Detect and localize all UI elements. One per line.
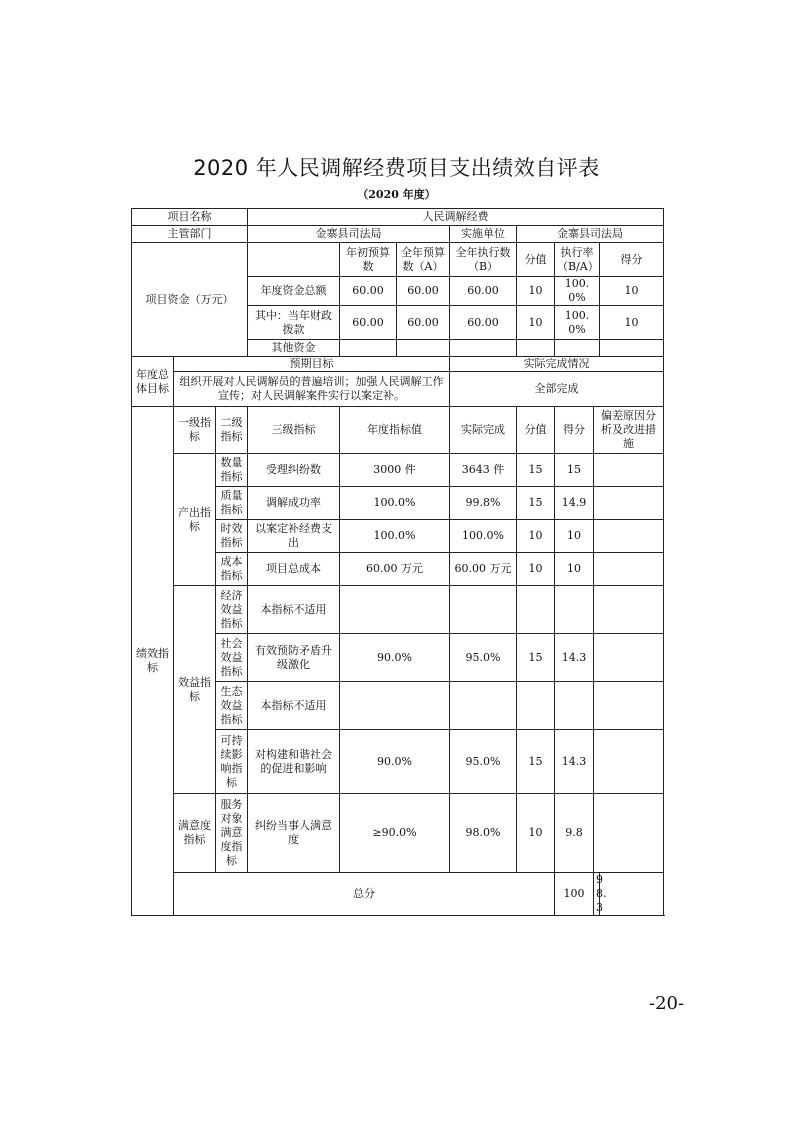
table-row — [132, 226, 664, 243]
table-row — [132, 586, 664, 634]
l3-cell: 本指标不适用 — [248, 586, 340, 634]
funds-rate — [555, 340, 600, 357]
page-subtitle: （2020 年度） — [357, 188, 436, 201]
funds-initial: 60.00 — [340, 277, 397, 306]
score-cell: 10 — [517, 794, 555, 873]
reason-cell — [594, 520, 664, 553]
funds-col-got: 得分 — [600, 243, 664, 277]
got-cell: 10 — [555, 520, 594, 553]
funds-full: 60.00 — [397, 306, 450, 340]
reason-cell — [594, 634, 664, 682]
goal-label: 年度总体目标 — [132, 357, 174, 407]
target-cell: 90.0% — [340, 634, 450, 682]
col-actual: 实际完成 — [450, 407, 517, 454]
col-l3: 三级指标 — [248, 407, 340, 454]
funds-label: 项目资金（万元） — [132, 243, 248, 357]
target-cell: 3000 件 — [340, 454, 450, 487]
total-label: 总分 — [174, 873, 555, 916]
funds-score: 10 — [517, 277, 555, 306]
goal-actual: 全部完成 — [450, 372, 664, 407]
l2-cell: 可持续影响指标 — [216, 730, 248, 794]
col-got: 得分 — [555, 407, 594, 454]
funds-got: 10 — [600, 306, 664, 340]
actual-cell: 95.0% — [450, 634, 517, 682]
score-cell — [517, 586, 555, 634]
got-cell — [555, 586, 594, 634]
dept-label: 主管部门 — [132, 226, 248, 243]
score-cell — [517, 682, 555, 730]
reason-cell — [594, 553, 664, 586]
impl-label: 实施单位 — [450, 226, 517, 243]
funds-exec: 60.00 — [450, 306, 517, 340]
table-row — [132, 454, 664, 487]
funds-initial — [340, 340, 397, 357]
score-cell: 15 — [517, 487, 555, 520]
funds-got: 10 — [600, 277, 664, 306]
dept-value: 金寨县司法局 — [248, 226, 450, 243]
funds-blank-header — [248, 243, 340, 277]
score-cell: 15 — [517, 454, 555, 487]
total-got: 98.3 — [594, 873, 600, 916]
got-cell — [555, 682, 594, 730]
goal-actual-label: 实际完成情况 — [450, 357, 664, 372]
table-row — [132, 407, 664, 454]
l3-cell: 受理纠纷数 — [248, 454, 340, 487]
funds-col-exec: 全年执行数（B） — [450, 243, 517, 277]
funds-col-full: 全年预算数（A） — [397, 243, 450, 277]
goal-expected: 组织开展对人民调解员的普遍培训；加强人民调解工作宣传；对人民调解案件实行以案定补。 — [174, 372, 450, 407]
l3-cell: 本指标不适用 — [248, 682, 340, 730]
col-score: 分值 — [517, 407, 555, 454]
actual-cell: 98.0% — [450, 794, 517, 873]
target-cell: 100.0% — [340, 487, 450, 520]
funds-exec: 60.00 — [450, 277, 517, 306]
score-cell: 10 — [517, 520, 555, 553]
l2-cell: 质量指标 — [216, 487, 248, 520]
score-cell: 15 — [517, 634, 555, 682]
l1-satisfaction: 满意度指标 — [174, 794, 216, 873]
funds-score: 10 — [517, 306, 555, 340]
actual-cell: 3643 件 — [450, 454, 517, 487]
page-number: -20- — [649, 993, 685, 1014]
table-row — [132, 209, 664, 226]
target-cell — [340, 682, 450, 730]
l3-cell: 有效预防矛盾升级激化 — [248, 634, 340, 682]
funds-col-initial: 年初预算数 — [340, 243, 397, 277]
got-cell: 9.8 — [555, 794, 594, 873]
reason-cell — [594, 682, 664, 730]
funds-full: 60.00 — [397, 277, 450, 306]
got-cell: 14.3 — [555, 730, 594, 794]
score-cell: 15 — [517, 730, 555, 794]
l3-cell: 调解成功率 — [248, 487, 340, 520]
l1-benefit: 效益指标 — [174, 586, 216, 794]
actual-cell — [450, 586, 517, 634]
l2-cell: 时效指标 — [216, 520, 248, 553]
actual-cell: 99.8% — [450, 487, 517, 520]
target-cell: ≥90.0% — [340, 794, 450, 873]
funds-rate: 100.0% — [555, 306, 600, 340]
target-cell: 60.00 万元 — [340, 553, 450, 586]
actual-cell: 100.0% — [450, 520, 517, 553]
table-row — [132, 372, 664, 407]
actual-cell — [450, 682, 517, 730]
goal-expected-label: 预期目标 — [174, 357, 450, 372]
l2-cell: 社会效益指标 — [216, 634, 248, 682]
l2-cell: 成本指标 — [216, 553, 248, 586]
l3-cell: 对构建和谐社会的促进和影响 — [248, 730, 340, 794]
reason-cell — [594, 454, 664, 487]
col-target: 年度指标值 — [340, 407, 450, 454]
l2-cell: 经济效益指标 — [216, 586, 248, 634]
funds-row-label: 其中：当年财政拨款 — [248, 306, 340, 340]
target-cell — [340, 586, 450, 634]
col-l2: 二级指标 — [216, 407, 248, 454]
page-title: 2020 年人民调解经费项目支出绩效自评表 — [193, 156, 600, 180]
table-row — [132, 243, 664, 277]
funds-row-label: 年度资金总额 — [248, 277, 340, 306]
project-name-value: 人民调解经费 — [248, 209, 664, 226]
funds-score — [517, 340, 555, 357]
impl-value: 金寨县司法局 — [517, 226, 664, 243]
funds-full — [397, 340, 450, 357]
col-reason: 偏差原因分析及改进措施 — [594, 407, 664, 454]
funds-rate: 100.0% — [555, 277, 600, 306]
l2-cell: 服务对象满意度指标 — [216, 794, 248, 873]
target-cell: 90.0% — [340, 730, 450, 794]
actual-cell: 95.0% — [450, 730, 517, 794]
got-cell: 15 — [555, 454, 594, 487]
l2-cell: 生态效益指标 — [216, 682, 248, 730]
got-cell: 14.3 — [555, 634, 594, 682]
total-reason — [600, 873, 664, 916]
funds-col-score: 分值 — [517, 243, 555, 277]
score-cell: 10 — [517, 553, 555, 586]
reason-cell — [594, 794, 664, 873]
l1-output: 产出指标 — [174, 454, 216, 586]
target-cell: 100.0% — [340, 520, 450, 553]
project-name-label: 项目名称 — [132, 209, 248, 226]
funds-col-rate: 执行率（B/A） — [555, 243, 600, 277]
reason-cell — [594, 586, 664, 634]
col-l1: 一级指标 — [174, 407, 216, 454]
l3-cell: 纠纷当事人满意度 — [248, 794, 340, 873]
table-row — [132, 357, 664, 372]
funds-got — [600, 340, 664, 357]
indicators-label: 绩效指标 — [132, 407, 174, 916]
got-cell: 14.9 — [555, 487, 594, 520]
evaluation-table — [131, 208, 664, 916]
total-score: 100 — [555, 873, 594, 916]
reason-cell — [594, 730, 664, 794]
l2-cell: 数量指标 — [216, 454, 248, 487]
l3-cell: 项目总成本 — [248, 553, 340, 586]
funds-row-label: 其他资金 — [248, 340, 340, 357]
table-row — [132, 794, 664, 873]
actual-cell: 60.00 万元 — [450, 553, 517, 586]
funds-exec — [450, 340, 517, 357]
got-cell: 10 — [555, 553, 594, 586]
funds-initial: 60.00 — [340, 306, 397, 340]
l3-cell: 以案定补经费支出 — [248, 520, 340, 553]
table-row — [132, 873, 664, 916]
reason-cell — [594, 487, 664, 520]
